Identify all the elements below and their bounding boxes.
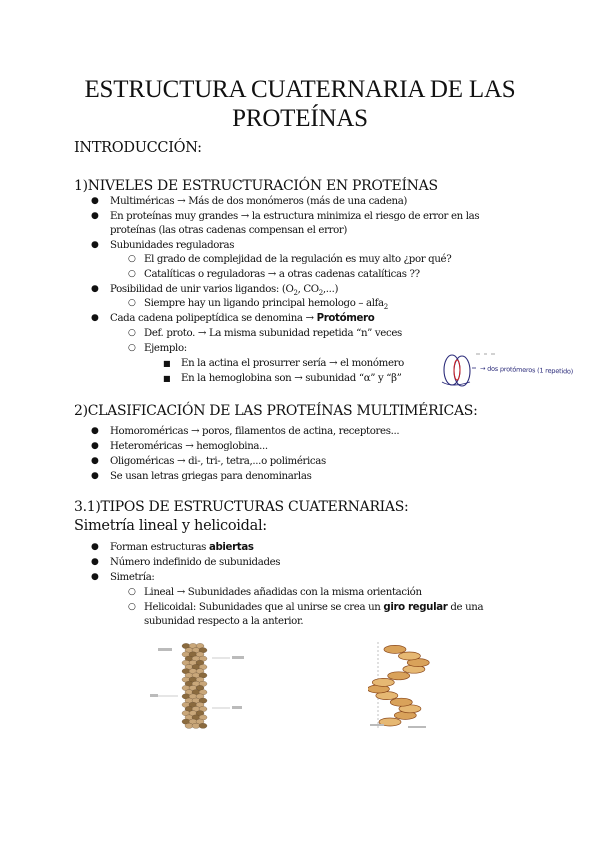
s2-item-2: Heteroméricas → hemoglobina...	[110, 441, 268, 452]
helical-structure-figure	[368, 638, 448, 734]
actin-filament-figure	[150, 638, 250, 730]
s1-item-5-sub1: Def. proto. → La misma subunidad repetida “n” veces	[144, 328, 402, 339]
bullet-dot: ●	[91, 313, 99, 323]
sketch-note: → dos protómeros (1 repetido)	[479, 364, 574, 376]
bullet-circle: ○	[128, 328, 136, 338]
bullet-circle: ○	[128, 587, 136, 597]
bullet-dot: ●	[91, 572, 99, 582]
s1-item-4: Posibilidad de unir varios ligandos: ($O_2$, $CO_2$,...)	[110, 284, 339, 298]
s3-item-2: Número indefinido de subunidades	[110, 557, 281, 568]
bullet-dot: ●	[91, 471, 99, 481]
section2-heading: 2)CLASIFICACIÓN DE LAS PROTEÍNAS MULTIMÉRICAS:	[74, 403, 478, 419]
s3-item-3-sub2: Helicoidal: Subunidades que al unirse se crea un giro regular de una	[144, 602, 484, 613]
s3-item-3-sub2-line2: subunidad respecto a la anterior.	[144, 616, 304, 627]
s1-item-5: Cada cadena polipeptídica se denomina → Protómero	[110, 313, 375, 324]
s1-item-1: Multiméricas → Más de dos monómeros (más de una cadena)	[110, 196, 408, 207]
s2-item-3: Oligoméricas → di-, tri-, tetra,...o poliméricas	[110, 456, 326, 467]
helix-subunit	[390, 698, 412, 706]
bullet-dot: ●	[91, 284, 99, 294]
s1-item-5-sub2: Ejemplo:	[144, 343, 187, 354]
page-title-line1: ESTRUCTURA CUATERNARIA DE LAS	[84, 76, 516, 103]
s1-item-2a: En proteínas muy grandes → la estructura minimiza el riesgo de error en las	[110, 211, 480, 222]
s1-item-4-sub1: Siempre hay un ligando principal hemologo – alfa$_2$	[144, 298, 388, 312]
bullet-dot: ●	[91, 441, 99, 451]
bullet-dot: ●	[91, 240, 99, 250]
bullet-dot: ●	[91, 211, 99, 221]
s1-item-3-sub2: Catalíticas o reguladoras → a otras cadenas catalíticas ??	[144, 269, 420, 280]
bullet-circle: ○	[128, 343, 136, 353]
bullet-dot: ●	[91, 426, 99, 436]
page-title-line2: PROTEÍNAS	[232, 105, 368, 132]
bullet-dot: ●	[91, 196, 99, 206]
helix-subunit	[398, 652, 420, 660]
bullet-dot: ●	[91, 542, 99, 552]
s3-item-1: Forman estructuras abiertas	[110, 542, 254, 553]
helix-subunit	[384, 645, 406, 653]
s3-item-3: Simetría:	[110, 572, 155, 583]
bullet-square: ■	[163, 374, 171, 383]
s1-item-3: Subunidades reguladoras	[110, 240, 235, 251]
section3-subheading: Simetría lineal y helicoidal:	[74, 518, 267, 534]
section3-heading: 3.1)TIPOS DE ESTRUCTURAS CUATERNARIAS:	[74, 499, 409, 515]
bullet-circle: ○	[128, 254, 136, 264]
s1-item-5-sub2-b: En la hemoglobina son → subunidad “α” y “β”	[181, 373, 402, 384]
bullet-dot: ●	[91, 557, 99, 567]
actin-monomer	[192, 723, 200, 728]
actin-monomer	[185, 723, 193, 728]
helix-subunit	[388, 672, 410, 680]
intro-heading: INTRODUCCIÓN:	[74, 140, 202, 156]
s1-item-3-sub1: El grado de complejidad de la regulación es muy alto ¿por qué?	[144, 254, 452, 265]
bullet-square: ■	[163, 359, 171, 368]
bullet-circle: ○	[128, 298, 136, 308]
s1-item-2b: proteínas (las otras cadenas compensan el error)	[110, 225, 348, 236]
helix-subunit	[372, 678, 394, 686]
bullet-dot: ●	[91, 456, 99, 466]
s2-item-1: Homoroméricas → poros, filamentos de actina, receptores...	[110, 426, 400, 437]
bullet-circle: ○	[128, 269, 136, 279]
s3-item-3-sub1: Lineal → Subunidades añadidas con la misma orientación	[144, 587, 422, 598]
actin-monomer	[199, 723, 207, 728]
section1-heading: 1)NIVELES DE ESTRUCTURACIÓN EN PROTEÍNAS	[74, 178, 438, 194]
bullet-circle: ○	[128, 602, 136, 612]
s1-item-5-sub2-a: En la actina el prosurrer sería → el monómero	[181, 358, 404, 369]
s2-item-4: Se usan letras griegas para denominarlas	[110, 471, 312, 482]
